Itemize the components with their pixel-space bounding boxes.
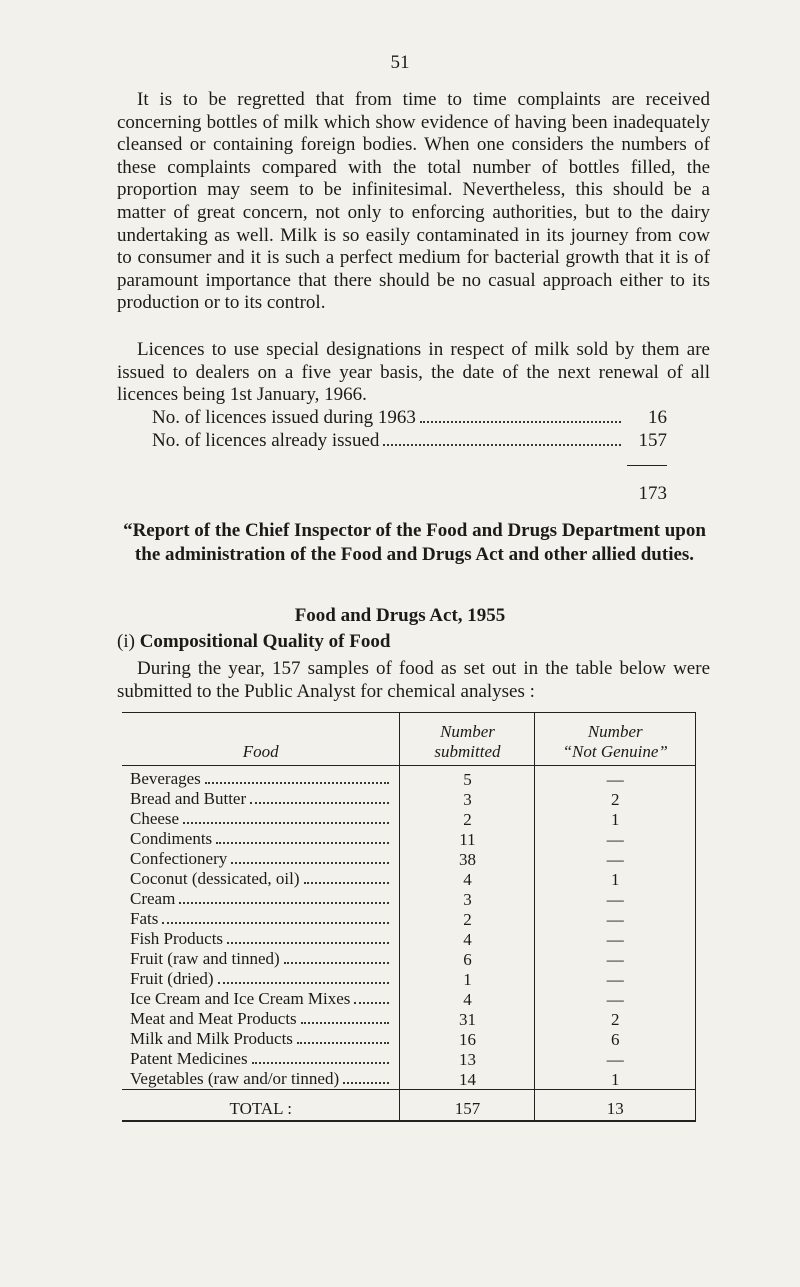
milk-bottles-paragraph: It is to be regretted that from time to time complaints are received concerning bottles of milk which show evidence of having been inadequately cleansed or containing foreign bodies. When one considers the numbers of these complaints compared with the total number of bottles filled, the proportion may seem to be infinitesimal. Nevertheless, this should be a matter of great concern, not only to enforcing authorities, but to the dairy undertaking as well. Milk is so easily contaminated in its journey from cow to consumer and it is such a perfect medium for bacterial growth that it is of paramount importance that there should be no casual approach either to its production or to its control. — [117, 89, 710, 314]
leader-dots — [205, 782, 390, 784]
food-cell — [122, 989, 400, 1009]
food-cell — [122, 949, 400, 969]
leader-dots — [383, 444, 621, 446]
report-heading: “Report of the Chief Inspector of the Food and Drugs Department upon the administration of the Food and Drugs Act and other allied duties. — [123, 520, 706, 565]
header-not-genuine-line1: Number — [587, 722, 643, 741]
food-cell — [122, 869, 400, 889]
leader-dots — [301, 1022, 390, 1024]
table-row — [122, 889, 696, 909]
leader-dots — [216, 842, 389, 844]
section-heading — [117, 631, 390, 653]
header-submitted-line2: submitted — [434, 742, 501, 761]
food-name: Cheese — [130, 809, 180, 828]
table-row — [122, 989, 696, 1009]
leader-dots — [284, 962, 390, 964]
submitted-cell: 6 — [400, 949, 535, 969]
licences-paragraph: Licences to use special designations in respect of milk sold by them are issued to dealers on a five year basis, the date of the next renewal of all licences being 1st January, 1966. — [117, 339, 710, 406]
food-cell — [122, 1009, 400, 1029]
not-genuine-cell: 6 — [535, 1029, 696, 1049]
leader-dots — [231, 862, 389, 864]
food-name: Ice Cream and Ice Cream Mixes — [130, 989, 351, 1008]
not-genuine-cell: — — [535, 849, 696, 869]
submitted-cell: 11 — [400, 829, 535, 849]
sum-rule — [627, 465, 667, 466]
food-name: Coconut (dessicated, oil) — [130, 869, 300, 888]
licences-already-issued-line — [152, 430, 667, 452]
licences-issued-1963-label: No. of licences issued during 1963 — [152, 407, 416, 428]
food-cell — [122, 809, 400, 829]
not-genuine-cell: — — [535, 1049, 696, 1069]
leader-dots — [218, 982, 390, 984]
table-row — [122, 949, 696, 969]
total-label: TOTAL : — [122, 1090, 400, 1122]
food-name: Cream — [130, 889, 176, 908]
table-row — [122, 969, 696, 989]
table-row — [122, 1029, 696, 1049]
food-name: Fruit (raw and tinned) — [130, 949, 280, 968]
food-name: Fish Products — [130, 929, 224, 948]
food-name: Patent Medicines — [130, 1049, 248, 1068]
submitted-cell: 5 — [400, 766, 535, 790]
table-row — [122, 909, 696, 929]
not-genuine-cell: 1 — [535, 1069, 696, 1090]
submitted-cell: 4 — [400, 929, 535, 949]
leader-dots — [227, 942, 389, 944]
table-total-row — [122, 1090, 696, 1122]
food-cell — [122, 889, 400, 909]
submitted-cell: 31 — [400, 1009, 535, 1029]
food-samples-table — [122, 712, 696, 1122]
submitted-cell: 2 — [400, 809, 535, 829]
food-name: Fruit (dried) — [130, 969, 214, 988]
licences-issued-1963-line — [152, 407, 667, 429]
food-cell — [122, 1049, 400, 1069]
table-row — [122, 1009, 696, 1029]
table-row — [122, 929, 696, 949]
table-row — [122, 766, 696, 790]
food-name: Meat and Meat Products — [130, 1009, 297, 1028]
not-genuine-cell: 2 — [535, 1009, 696, 1029]
not-genuine-cell: — — [535, 989, 696, 1009]
food-cell — [122, 849, 400, 869]
food-cell — [122, 1069, 400, 1090]
submitted-cell: 16 — [400, 1029, 535, 1049]
leader-dots — [162, 922, 389, 924]
section-number: (i) — [117, 631, 135, 652]
table-row — [122, 1069, 696, 1090]
submitted-cell: 3 — [400, 789, 535, 809]
leader-dots — [250, 802, 389, 804]
header-not-genuine — [535, 712, 696, 766]
food-name: Condiments — [130, 829, 213, 848]
food-name: Bread and Butter — [130, 789, 247, 808]
not-genuine-cell: 2 — [535, 789, 696, 809]
not-genuine-cell: 1 — [535, 869, 696, 889]
licences-total: 173 — [638, 483, 667, 504]
table-row — [122, 1049, 696, 1069]
leader-dots — [179, 902, 389, 904]
not-genuine-cell: — — [535, 766, 696, 790]
food-name: Milk and Milk Products — [130, 1029, 293, 1048]
food-cell — [122, 969, 400, 989]
food-cell — [122, 789, 400, 809]
submitted-cell: 2 — [400, 909, 535, 929]
not-genuine-cell: — — [535, 829, 696, 849]
not-genuine-cell: — — [535, 889, 696, 909]
submitted-cell: 14 — [400, 1069, 535, 1090]
header-submitted — [400, 712, 535, 766]
section-title: Compositional Quality of Food — [139, 631, 391, 652]
samples-paragraph: During the year, 157 samples of food as set out in the table below were submitted to the Public Analyst for chemical analyses : — [117, 658, 710, 702]
food-cell — [122, 1029, 400, 1049]
leader-dots — [183, 822, 389, 824]
leader-dots — [297, 1042, 390, 1044]
licences-issued-1963-value: 16 — [648, 407, 667, 428]
submitted-cell: 4 — [400, 989, 535, 1009]
table-row — [122, 789, 696, 809]
submitted-cell: 1 — [400, 969, 535, 989]
table-row — [122, 809, 696, 829]
submitted-cell: 13 — [400, 1049, 535, 1069]
header-submitted-line1: Number — [440, 722, 495, 741]
licences-already-issued-label: No. of licences already issued — [152, 430, 380, 451]
leader-dots — [304, 882, 390, 884]
not-genuine-cell: 1 — [535, 809, 696, 829]
food-name: Confectionery — [130, 849, 228, 868]
submitted-cell: 38 — [400, 849, 535, 869]
not-genuine-cell: — — [535, 969, 696, 989]
leader-dots — [354, 1002, 389, 1004]
food-cell — [122, 829, 400, 849]
header-not-genuine-line2: “Not Genuine” — [562, 742, 668, 761]
submitted-cell: 4 — [400, 869, 535, 889]
licences-already-issued-value: 157 — [638, 430, 667, 451]
food-cell — [122, 929, 400, 949]
leader-dots — [252, 1062, 390, 1064]
food-name: Beverages — [130, 769, 201, 788]
total-submitted: 157 — [400, 1090, 535, 1122]
leader-dots — [343, 1082, 389, 1084]
table-row — [122, 829, 696, 849]
not-genuine-cell: — — [535, 909, 696, 929]
food-name: Vegetables (raw and/or tinned) — [130, 1069, 340, 1088]
page-number: 51 — [390, 52, 410, 73]
not-genuine-cell: — — [535, 949, 696, 969]
act-heading: Food and Drugs Act, 1955 — [294, 605, 506, 626]
food-cell — [122, 909, 400, 929]
table-header-row — [122, 712, 696, 766]
submitted-cell: 3 — [400, 889, 535, 909]
food-name: Fats — [130, 909, 159, 928]
not-genuine-cell: — — [535, 929, 696, 949]
leader-dots — [420, 421, 621, 423]
table-row — [122, 869, 696, 889]
header-food: Food — [122, 712, 400, 766]
table-row — [122, 849, 696, 869]
total-not-genuine: 13 — [535, 1090, 696, 1122]
food-cell — [122, 766, 400, 790]
